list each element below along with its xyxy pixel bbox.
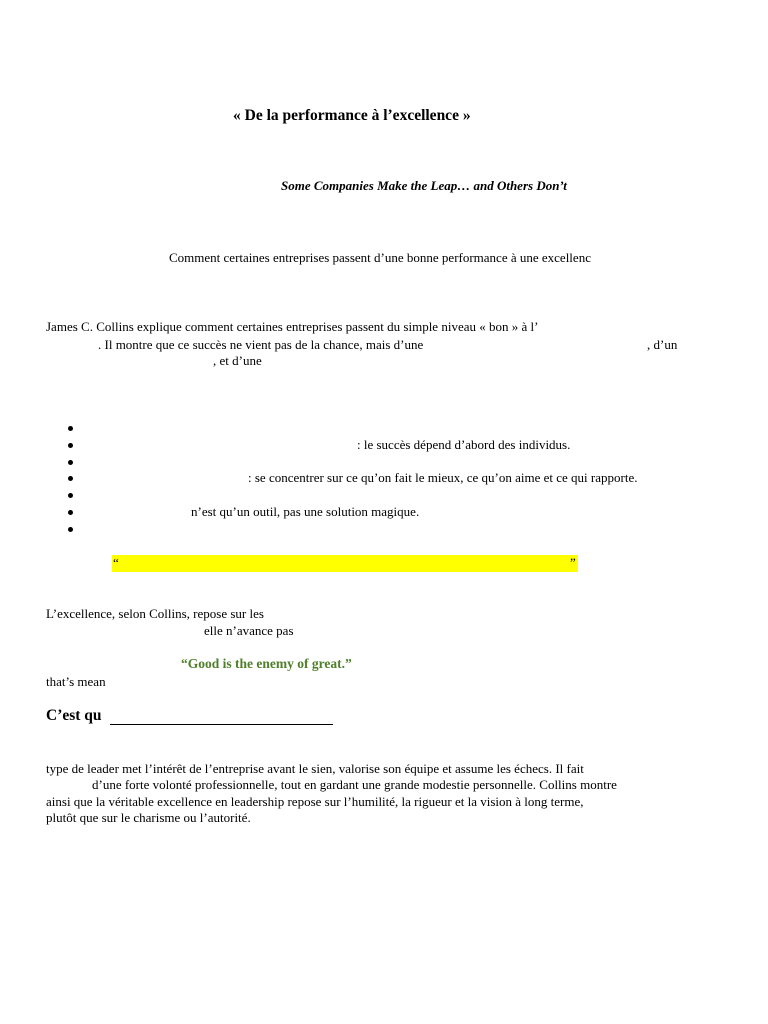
intro-line-3: , et d’une bbox=[213, 353, 262, 368]
bullet-dot bbox=[68, 493, 73, 498]
bullet-text: n’est qu’un outil, pas une solution magique. bbox=[191, 504, 420, 519]
document-tagline: Comment certaines entreprises passent d’une bonne performance à une excellenc bbox=[169, 250, 591, 265]
thats-mean-text: that’s mean bbox=[46, 674, 106, 689]
leader-paragraph-line-2: d’une forte volonté professionnelle, tout en gardant une grande modestie personnelle. Collins montre bbox=[92, 777, 617, 792]
leader-paragraph-line-4: plutôt que sur le charisme ou l’autorité. bbox=[46, 810, 251, 825]
section-heading: C’est qu bbox=[46, 707, 102, 724]
bullet-dot bbox=[68, 527, 73, 532]
leader-paragraph-line-1: type de leader met l’intérêt de l’entreprise avant le sien, valorise son équipe et assume les échecs. Il fait bbox=[46, 761, 584, 776]
document-title: « De la performance à l’excellence » bbox=[233, 107, 471, 124]
bullet-dot bbox=[68, 476, 73, 481]
highlight-close-quote: ” bbox=[570, 555, 576, 570]
intro-line-1: James C. Collins explique comment certaines entreprises passent du simple niveau « bon » à l’ bbox=[46, 319, 539, 334]
bullet-dot bbox=[68, 460, 73, 465]
section-heading-underline bbox=[110, 724, 333, 725]
bullet-dot bbox=[68, 443, 73, 448]
excellence-line-1: L’excellence, selon Collins, repose sur les bbox=[46, 606, 264, 621]
document-subtitle: Some Companies Make the Leap… and Others Don’t bbox=[281, 178, 567, 193]
highlight-open-quote: “ bbox=[113, 555, 119, 570]
highlighted-quote-bar bbox=[112, 555, 578, 572]
intro-line-2b: , d’un bbox=[647, 337, 678, 352]
bullet-dot bbox=[68, 510, 73, 515]
bullet-dot bbox=[68, 426, 73, 431]
key-quote: “Good is the enemy of great.” bbox=[181, 656, 352, 671]
leader-paragraph-line-3: ainsi que la véritable excellence en leadership repose sur l’humilité, la rigueur et la vision à long terme, bbox=[46, 794, 584, 809]
bullet-text: : se concentrer sur ce qu’on fait le mieux, ce qu’on aime et ce qui rapporte. bbox=[248, 470, 638, 485]
excellence-line-2: elle n’avance pas bbox=[204, 623, 294, 638]
bullet-text: : le succès dépend d’abord des individus. bbox=[357, 437, 571, 452]
intro-line-2a: . Il montre que ce succès ne vient pas de la chance, mais d’une bbox=[98, 337, 424, 352]
